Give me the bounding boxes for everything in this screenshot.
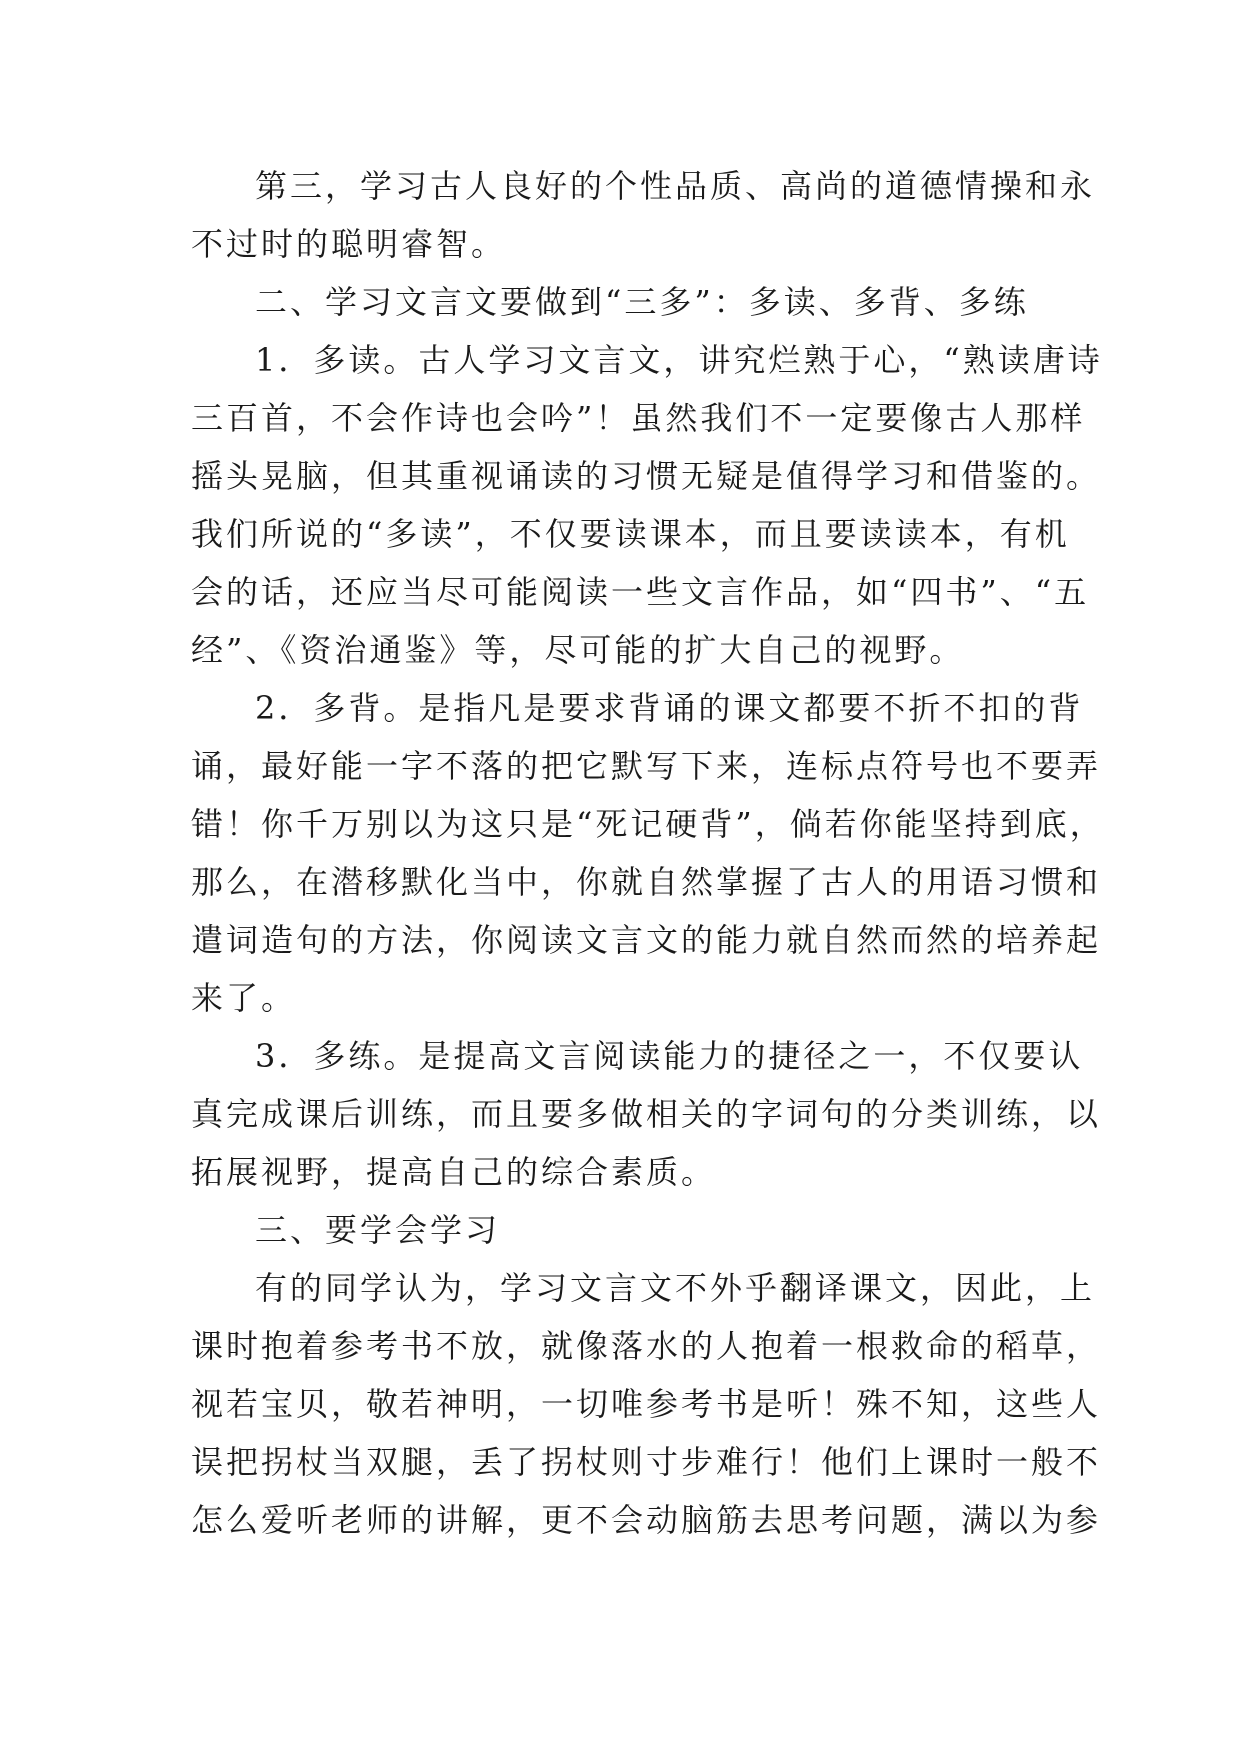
text-line: 怎么爱听老师的讲解，更不会动脑筋去思考问题，满以为参: [191, 1501, 1102, 1539]
text-line: 那么，在潜移默化当中，你就自然掌握了古人的用语习惯和: [191, 863, 1102, 901]
text-line: 有的同学认为，学习文言文不外乎翻译课文，因此，上: [255, 1269, 1096, 1307]
text-line: 1．多读。古人学习文言文，讲究烂熟于心，“熟读唐诗: [255, 341, 1103, 379]
text-line: 视若宝贝，敬若神明，一切唯参考书是听！殊不知，这些人: [191, 1385, 1102, 1423]
text-line: 我们所说的“多读”，不仅要读课本，而且要读读本，有机: [191, 515, 1070, 553]
text-line: 来了。: [191, 979, 297, 1017]
text-line: 误把拐杖当双腿，丢了拐杖则寸步难行！他们上课时一般不: [191, 1443, 1102, 1481]
text-line: 错！你千万别以为这只是“死记硬背”，倘若你能坚持到底，: [191, 805, 1105, 843]
text-line: 会的话，还应当尽可能阅读一些文言作品，如“四书”、“五: [191, 573, 1090, 611]
text-line: 三百首，不会作诗也会吟”！虽然我们不一定要像古人那样: [191, 399, 1086, 437]
section-heading: 三、要学会学习: [255, 1211, 501, 1249]
text-line: 2．多背。是指凡是要求背诵的课文都要不折不扣的背: [255, 689, 1084, 727]
text-line: 课时抱着参考书不放，就像落水的人抱着一根救命的稻草，: [191, 1327, 1102, 1365]
body-text: [191, 157, 1105, 1549]
text-line: 拓展视野，提高自己的综合素质。: [191, 1153, 717, 1191]
text-line: 第三，学习古人良好的个性品质、高尚的道德情操和永: [255, 167, 1096, 205]
section-heading: 二、学习文言文要做到“三多”：多读、多背、多练: [255, 283, 1029, 321]
text-line: 诵，最好能一字不落的把它默写下来，连标点符号也不要弄: [191, 747, 1102, 785]
text-line: 真完成课后训练，而且要多做相关的字词句的分类训练，以: [191, 1095, 1102, 1133]
text-line: 经”、《资治通鉴》等，尽可能的扩大自己的视野。: [191, 631, 965, 669]
text-line: 不过时的聪明睿智。: [191, 225, 507, 263]
text-line: 摇头晃脑，但其重视诵读的习惯无疑是值得学习和借鉴的。: [191, 457, 1102, 495]
text-line: 3．多练。是提高文言阅读能力的捷径之一，不仅要认: [255, 1037, 1084, 1075]
text-line: 遣词造句的方法，你阅读文言文的能力就自然而然的培养起: [191, 921, 1102, 959]
